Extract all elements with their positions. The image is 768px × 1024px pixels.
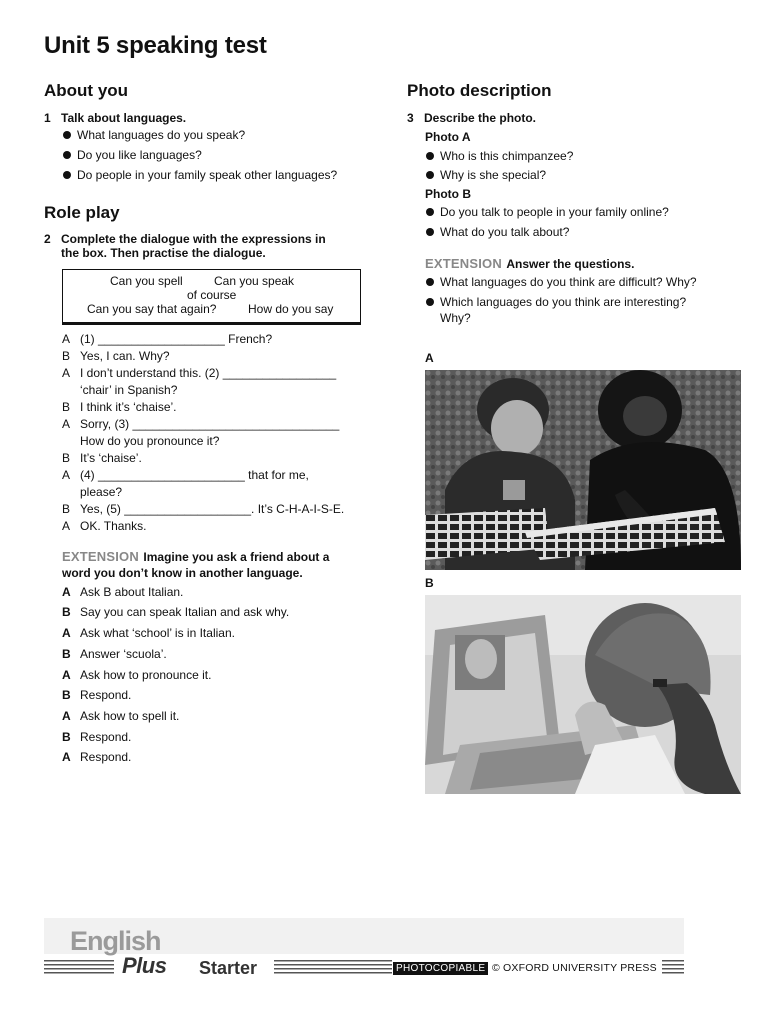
task-text: Talk about languages. [61, 111, 187, 125]
bullet-icon [426, 278, 434, 286]
expression: How do you say [248, 302, 334, 316]
extension-instruction [62, 549, 372, 581]
photo-a-heading: Photo A [425, 130, 471, 144]
extension-text: Answer the questions. [506, 257, 635, 271]
publisher-credit: © OXFORD UNIVERSITY PRESS [492, 962, 657, 974]
task-number: 1 [44, 111, 51, 125]
expression: Can you speak [214, 274, 295, 288]
expression: Can you spell [110, 274, 183, 288]
task-text: Describe the photo. [424, 111, 537, 125]
extension-text: word you don’t know in another language. [62, 566, 303, 580]
photo-b-image [425, 595, 741, 794]
photo-a-image [425, 370, 741, 570]
bullet-icon [426, 171, 434, 179]
extension-instruction [425, 256, 634, 272]
expression: of course [187, 288, 237, 302]
photo-description-heading: Photo description [407, 81, 552, 100]
about-you-heading: About you [44, 81, 129, 100]
extension-label: EXTENSION [62, 549, 139, 564]
role-play-heading: Role play [44, 203, 120, 222]
photo-b-heading: Photo B [425, 187, 471, 201]
task-text-line1: Complete the dialogue with the expressions in [61, 232, 326, 246]
photo-label-a: A [425, 351, 434, 365]
photo-a [425, 370, 741, 570]
bullet-icon [426, 228, 434, 236]
extension-label: EXTENSION [425, 256, 502, 271]
bullet-icon [63, 171, 71, 179]
bullet-icon [63, 131, 71, 139]
page-title: Unit 5 speaking test [44, 32, 267, 59]
bullet-icon [426, 152, 434, 160]
task-number: 3 [407, 111, 414, 125]
photocopiable-badge: PHOTOCOPIABLE [393, 962, 488, 975]
bullet-icon [426, 298, 434, 306]
bullet-icon [63, 151, 71, 159]
photo-label-b: B [425, 576, 434, 590]
logo-plus: Plus [122, 953, 167, 978]
expression: Can you say that again? [87, 302, 217, 316]
expression-box [62, 269, 361, 323]
logo-english: English [70, 926, 161, 956]
photo-b [425, 595, 741, 794]
task-number: 2 [44, 232, 51, 246]
bullet-icon [426, 208, 434, 216]
logo-starter: Starter [199, 958, 258, 978]
task-2 [44, 232, 374, 262]
task-text-line2: the box. Then practise the dialogue. [61, 246, 266, 260]
extension-text: Imagine you ask a friend about a [143, 550, 330, 564]
